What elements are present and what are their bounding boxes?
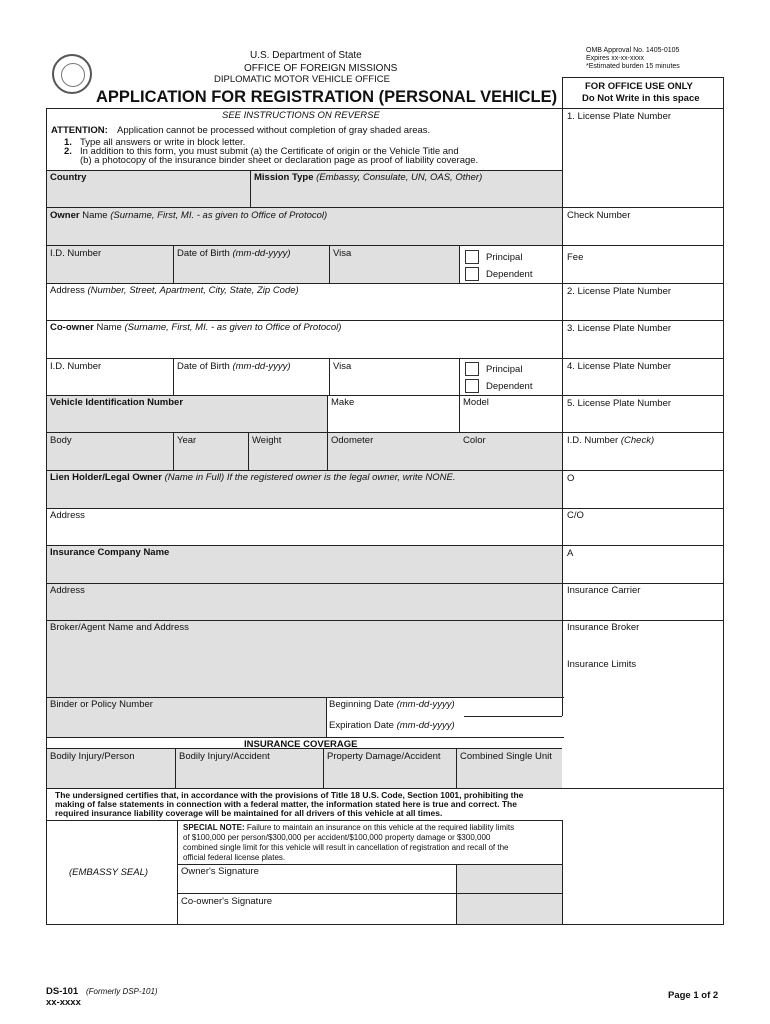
page-title: APPLICATION FOR REGISTRATION (PERSONAL VEHICLE) (96, 88, 558, 106)
body-field[interactable]: Body (50, 435, 72, 446)
coowner-visa-field[interactable]: Visa (333, 361, 352, 372)
certification-line-2: making of false statements in connection with a federal matter, the information stated here is true and correct. The (55, 799, 517, 809)
form-code: xx-xxxx (46, 997, 81, 1008)
department-seal-icon (52, 54, 92, 94)
coowner-dependent-checkbox[interactable] (465, 379, 479, 393)
office-o: O (567, 473, 575, 484)
instruction-1: Type all answers or write in block letter. (80, 137, 246, 148)
office-plate-4: 4. License Plate Number (567, 361, 672, 372)
formerly-label: (Formerly DSP-101) (86, 987, 158, 996)
instruction-2: In addition to this form, you must submit (a) the Certificate of origin or the Vehicle Title and (80, 146, 459, 157)
coowner-principal-label: Principal (486, 364, 523, 375)
odometer-field[interactable]: Odometer (331, 435, 374, 446)
insurance-company-field[interactable]: Insurance Company Name (50, 547, 170, 558)
omb-burden: *Estimated burden 15 minutes (586, 63, 680, 70)
owner-principal-checkbox[interactable] (465, 250, 479, 264)
certification-line-1: The undersigned certifies that, in accordance with the provisions of Title 18 U.S. Code, Section 1001, prohibiting the (55, 790, 524, 800)
special-note-2: of $100,000 per person/$300,000 per accident/$100,000 property damage or $300,000 (183, 833, 491, 842)
weight-field[interactable]: Weight (252, 435, 282, 446)
embassy-seal-area[interactable]: (EMBASSY SEAL) (69, 867, 149, 878)
bodily-injury-accident-field[interactable]: Bodily Injury/Accident (179, 751, 270, 762)
office-plate-2: 2. License Plate Number (567, 286, 672, 297)
office-id-check: I.D. Number (Check) (567, 435, 655, 446)
item2-number: 2. (64, 146, 72, 157)
office-co: C/O (567, 510, 584, 521)
do-not-write-label: Do Not Write in this space (582, 93, 700, 104)
coowner-name-field[interactable]: Co-owner Name (Surname, First, MI. - as given to Office of Protocol) (50, 322, 342, 333)
office-insurance-carrier: Insurance Carrier (567, 585, 641, 596)
lien-holder-field[interactable]: Lien Holder/Legal Owner (Name in Full) If the registered owner is the legal owner, write NONE. (50, 472, 456, 483)
attention-label: ATTENTION: (51, 125, 108, 136)
owner-dob-field[interactable]: Date of Birth (mm-dd-yyyy) (177, 248, 291, 259)
owner-dependent-checkbox[interactable] (465, 267, 479, 281)
bodily-injury-person-field[interactable]: Bodily Injury/Person (50, 751, 135, 762)
office-plate-3: 3. License Plate Number (567, 323, 672, 334)
special-note-1: SPECIAL NOTE: Failure to maintain an insurance on this vehicle at the required liability limits (183, 823, 515, 832)
beginning-date-field[interactable]: Beginning Date (mm-dd-yyyy) (329, 699, 455, 710)
item1-number: 1. (64, 137, 72, 148)
owner-visa-field[interactable]: Visa (333, 248, 352, 259)
vin-field[interactable]: Vehicle Identification Number (50, 397, 184, 408)
expiration-date-field[interactable]: Expiration Date (mm-dd-yyyy) (329, 720, 455, 731)
mission-type-field[interactable]: Mission Type (Embassy, Consulate, UN, OAS, Other) (254, 172, 483, 183)
special-note-4: official federal license plates. (183, 853, 286, 862)
insurance-address-field[interactable]: Address (50, 585, 85, 596)
form-number: DS-101 (46, 986, 79, 997)
model-field[interactable]: Model (463, 397, 489, 408)
certification-line-3: required insurance liability coverage will be maintained for all drivers of this vehicle at all times. (55, 808, 443, 818)
binder-field[interactable]: Binder or Policy Number (50, 699, 153, 710)
sub-office-name: DIPLOMATIC MOTOR VEHICLE OFFICE (214, 74, 390, 85)
broker-field[interactable]: Broker/Agent Name and Address (50, 622, 189, 633)
office-plate-5: 5. License Plate Number (567, 398, 672, 409)
owner-address-field[interactable]: Address (Number, Street, Apartment, City, State, Zip Code) (50, 285, 299, 296)
coowner-dob-field[interactable]: Date of Birth (mm-dd-yyyy) (177, 361, 291, 372)
owner-name-field[interactable]: Owner Name (Surname, First, MI. - as given to Office of Protocol) (50, 210, 328, 221)
special-note-3: combined single limit for this vehicle will result in cancellation of registration and recall of the (183, 843, 509, 852)
omb-expires: Expires xx-xx-xxxx (586, 55, 644, 62)
coowner-principal-checkbox[interactable] (465, 362, 479, 376)
office-insurance-limits: Insurance Limits (567, 659, 637, 670)
property-damage-field[interactable]: Property Damage/Accident (327, 751, 441, 762)
instruction-2b: (b) a photocopy of the insurance binder sheet or declaration page as proof of liability coverage. (80, 155, 479, 166)
make-field[interactable]: Make (331, 397, 355, 408)
attention-text: Application cannot be processed without completion of gray shaded areas. (117, 125, 431, 136)
owner-id-field[interactable]: I.D. Number (50, 248, 102, 259)
owner-principal-label: Principal (486, 252, 523, 263)
column-divider (562, 108, 563, 716)
office-a: A (567, 548, 574, 559)
office-fee: Fee (567, 252, 584, 263)
office-check-number: Check Number (567, 210, 631, 221)
country-field[interactable]: Country (50, 172, 87, 183)
coowner-dependent-label: Dependent (486, 381, 533, 392)
department-name: U.S. Department of State (250, 50, 362, 61)
owner-dependent-label: Dependent (486, 269, 533, 280)
omb-number: OMB Approval No. 1405-0105 (586, 47, 680, 54)
color-field[interactable]: Color (463, 435, 486, 446)
office-name: OFFICE OF FOREIGN MISSIONS (244, 63, 398, 74)
owner-signature-field[interactable]: Owner's Signature (181, 866, 259, 877)
lien-address-field[interactable]: Address (50, 510, 85, 521)
see-instructions: SEE INSTRUCTIONS ON REVERSE (222, 110, 380, 121)
insurance-coverage-heading: INSURANCE COVERAGE (244, 739, 358, 750)
office-plate-1: 1. License Plate Number (567, 111, 672, 122)
office-insurance-broker: Insurance Broker (567, 622, 640, 633)
coowner-id-field[interactable]: I.D. Number (50, 361, 102, 372)
year-field[interactable]: Year (177, 435, 197, 446)
office-use-label: FOR OFFICE USE ONLY (585, 81, 693, 92)
combined-single-unit-field[interactable]: Combined Single Unit (460, 751, 552, 762)
page-number: Page 1 of 2 (668, 990, 719, 1001)
coowner-signature-field[interactable]: Co-owner's Signature (181, 896, 273, 907)
